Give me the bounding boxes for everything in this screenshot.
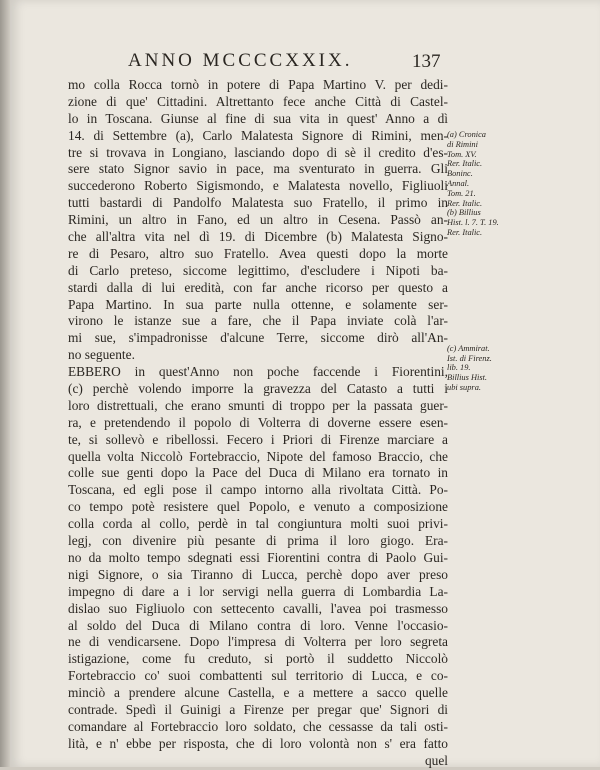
text-line: lità, e n' ebbe per risposta, che di loro volontà non s' era fatto: [68, 735, 448, 751]
margin-note-group-c: [447, 344, 525, 393]
margin-note: Boninc.: [447, 169, 473, 179]
margin-note: ubi supra.: [447, 382, 481, 392]
body-text: [68, 77, 448, 770]
text-line: ne di vendicarsene. Dopo l'impresa di Volterra per loro segreta: [68, 634, 448, 650]
text-line: no da molto tempo sdegnati essi Fiorentini contra di Paolo Gui-: [68, 549, 448, 565]
book-page: [10, 0, 600, 767]
text-line: che all'altra vita nel dì 19. di Dicembre (b) Malatesta Signo-: [68, 229, 448, 245]
text-line: tre si trovava in Longiano, lasciando dopo di sè il credito d'es-: [68, 144, 448, 160]
text-line: sere stato Signor savio in pace, ma sventurato in guerra. Gli: [68, 161, 448, 177]
text-line: no seguente.: [68, 347, 135, 363]
margin-note: Rer. Italic.: [447, 159, 483, 169]
margin-notes: [447, 130, 525, 397]
text-line: tutti bastardi di Pandolfo Malatesta suo Fratello, il primo in: [68, 195, 448, 211]
margin-note: (c) Ammirat.: [447, 343, 490, 353]
text-line: stardi dalla di lui eredità, con far anche ricorso per questo a: [68, 279, 448, 295]
text-line: impegno di dare a i lor servigi nella guerra di Lombardia La-: [68, 583, 448, 599]
margin-note: lib. 19.: [447, 363, 471, 373]
text-line: nigi Signore, o sia Tiranno di Lucca, perchè dopo aver preso: [68, 566, 448, 582]
text-line: di Carlo preteso, siccome legittimo, d'escludere i Nipoti ba-: [68, 262, 448, 278]
text-line: loro distrettuali, che erano smunti di troppo per la passata guer-: [68, 397, 448, 413]
catchword: quel: [424, 752, 448, 768]
text-line: al soldo del Duca di Milano contra di loro. Venne l'occasio-: [68, 617, 448, 633]
margin-note: (a) Cronica: [447, 130, 486, 139]
margin-note: Tom. XV.: [447, 149, 477, 159]
text-line: te, si sollevò e ribellossi. Fecero i Priori di Firenze marciare a: [68, 431, 448, 447]
text-line: Papa Martino. In sua parte nulla ottenne, e solamente ser-: [68, 296, 448, 312]
margin-note: (b) Billius: [447, 208, 481, 218]
margin-note: di Rimini: [447, 139, 478, 149]
text-line: lo in Toscana. Giunse al fine di sua vita in quest' Anno a dì: [68, 110, 448, 126]
text-line: colla corda al collo, perdè in tal congiuntura molti suoi privi-: [68, 516, 448, 532]
text-line: mi sue, s'impadronisse d'alcune Terre, siccome dirò all'An-: [68, 330, 448, 346]
margin-note: Billius Hist.: [447, 373, 488, 383]
text-line: istigazione, come fu creduto, si portò il suddetto Niccolò: [68, 651, 448, 667]
text-line: co tempo potè resistere quel Popolo, e venuto a composizione: [68, 499, 448, 515]
running-header: ANNO MCCCCXXIX.: [128, 50, 353, 71]
text-line: (c) perchè volendo imporre la gravezza del Catasto a tutti i: [68, 381, 448, 397]
text-line: quella volta Niccolò Fortebraccio, Nipote del famoso Braccio, che: [68, 448, 448, 464]
margin-note-group-a-b: [447, 130, 525, 238]
text-line: comandare al Fortebraccio loro soldato, che cessasse da tali osti-: [68, 718, 448, 734]
text-line: Fortebraccio co' suoi combattenti sul territorio di Lucca, e co-: [68, 668, 448, 684]
text-line: succederono Roberto Sigismondo, e Malatesta novello, Figliuoli: [68, 178, 448, 194]
text-line: colle sue genti dopo la Pace del Duca di Milano era tornato in: [68, 465, 448, 481]
text-line: zione di que' Cittadini. Altrettanto fece anche Città di Castel-: [68, 93, 448, 109]
text-line: Toscana, ed egli pose il campo intorno alla rivoltata Città. Po-: [68, 482, 448, 498]
text-line: virono le istanze sue a fare, che il Papa inviate colà l'ar-: [68, 313, 448, 329]
text-line: 14. di Settembre (a), Carlo Malatesta Signore di Rimini, men-: [68, 127, 448, 143]
margin-note: Annal.: [447, 178, 470, 188]
text-line: mo colla Rocca tornò in potere di Papa Martino V. per dedi-: [68, 77, 448, 92]
margin-note: Rer. Italic.: [447, 227, 483, 237]
margin-note: Ist. di Firenz.: [447, 353, 492, 363]
page-gutter-shadow: [0, 0, 10, 767]
text-line: legj, con divenire più pesante di prima il loro giogo. Era-: [68, 533, 448, 549]
margin-note: Hist. l. 7. T. 19.: [447, 218, 499, 228]
margin-note: Rer. Italic.: [447, 198, 483, 208]
text-line: contrade. Spedì il Guinigi a Firenze per pregar que' Signori di: [68, 701, 448, 717]
page-number: 137: [412, 51, 441, 72]
margin-note: Tom. 21.: [447, 188, 476, 198]
text-line: ra, e pretendendo il popolo di Volterra di doverne essere esen-: [68, 414, 448, 430]
text-line: dislao suo Figliuolo con settecento cavalli, l'avea poi trasmesso: [68, 600, 448, 616]
text-line: minciò a prendere alcune Castella, e a mettere a sacco quelle: [68, 685, 448, 701]
text-line: Rimini, un altro in Fano, ed un altro in Cesena. Passò an-: [68, 212, 448, 228]
text-line: EBBERO in quest'Anno non poche faccende i Fiorentini,: [68, 364, 448, 380]
text-line: re di Pesaro, altro suo Fratello. Avea questi dopo la morte: [68, 245, 448, 261]
